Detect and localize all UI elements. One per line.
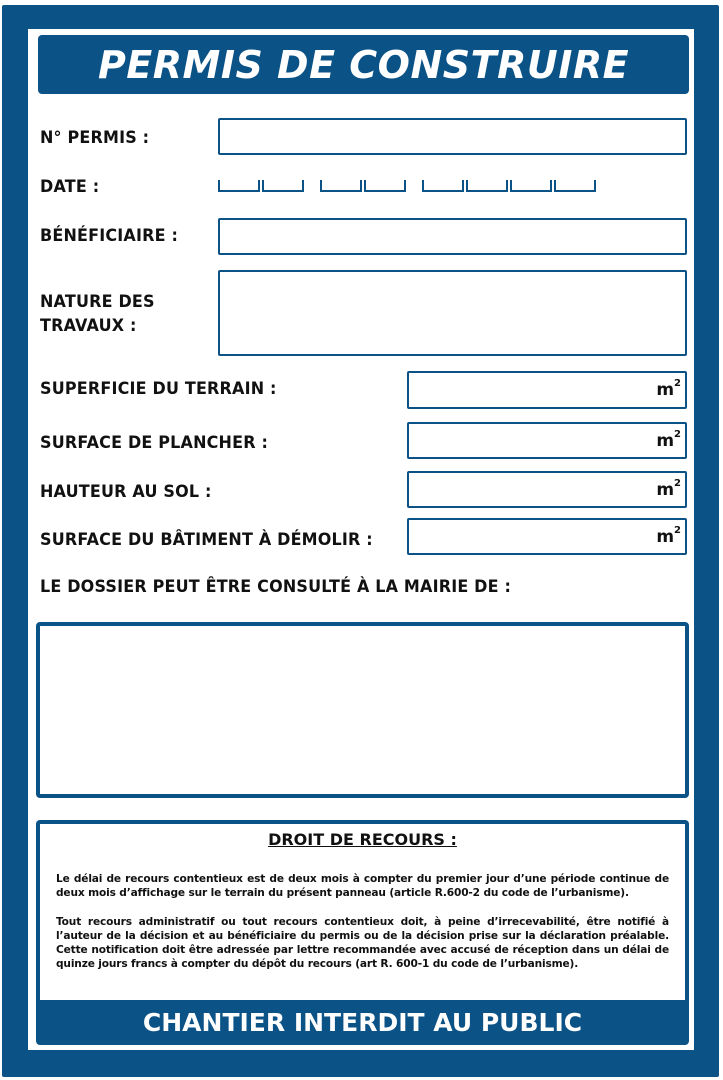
land-area-label: SUPERFICIE DU TERRAIN : [40, 379, 277, 399]
recours-text-panel [40, 824, 685, 1000]
recours-section [36, 820, 689, 1045]
page-title: PERMIS DE CONSTRUIRE [38, 35, 689, 94]
date-day-group [218, 180, 306, 194]
date-day-digit-2[interactable] [262, 180, 304, 192]
nature-label-line1: NATURE DES [40, 292, 155, 312]
date-month-digit-1[interactable] [320, 180, 362, 192]
date-year-group [422, 180, 598, 194]
consult-mairie-field[interactable] [36, 622, 689, 798]
date-year-digit-2[interactable] [466, 180, 508, 192]
demolish-area-unit: $m^2$ [656, 524, 681, 547]
date-month-group [320, 180, 408, 194]
floor-area-field[interactable] [407, 422, 687, 459]
date-label: DATE : [40, 177, 100, 197]
height-label: HAUTEUR AU SOL : [40, 482, 212, 502]
date-year-digit-1[interactable] [422, 180, 464, 192]
land-area-field[interactable] [407, 371, 687, 409]
floor-area-unit: $m^2$ [656, 428, 681, 451]
recours-paragraph-2: Tout recours administratif ou tout recours contentieux doit, à peine d’irrecevabilité, être notifié à l’auteur de la décision et au bénéficiaire du permis ou de la décision prise sur la déclaration préalable. Cette notification doit être adressée par lettre recommandée avec accusé de réception dans un délai de quinze jours francs à compter du dépôt du recours (art R. 600-1 du code de l’urbanisme). [56, 916, 669, 970]
height-unit: $m^2$ [656, 477, 681, 500]
floor-area-label: SURFACE DE PLANCHER : [40, 433, 269, 453]
date-year-digit-4[interactable] [554, 180, 596, 192]
date-field [218, 180, 612, 194]
footer-warning: CHANTIER INTERDIT AU PUBLIC [142, 1007, 583, 1037]
permit-number-label: N° PERMIS : [40, 128, 150, 148]
beneficiary-field[interactable] [218, 218, 687, 255]
date-year-digit-3[interactable] [510, 180, 552, 192]
height-field[interactable] [407, 471, 687, 508]
consult-label: LE DOSSIER PEUT ÊTRE CONSULTÉ À LA MAIRIE DE : [40, 577, 512, 597]
permit-number-field[interactable] [218, 118, 687, 155]
date-month-digit-2[interactable] [364, 180, 406, 192]
date-day-digit-1[interactable] [218, 180, 260, 192]
beneficiary-label: BÉNÉFICIAIRE : [40, 226, 179, 246]
recours-title: DROIT DE RECOURS : [268, 830, 457, 849]
land-area-unit: $m^2$ [656, 378, 681, 400]
demolish-area-field[interactable] [407, 518, 687, 555]
demolish-area-label: SURFACE DU BÂTIMENT À DÉMOLIR : [40, 530, 373, 550]
recours-paragraph-1: Le délai de recours contentieux est de deux mois à compter du premier jour d’une période continue de deux mois d’affichage sur le terrain du présent panneau (article R.600-2 du code de l’urbanisme). [56, 873, 669, 899]
nature-label-line2: TRAVAUX : [40, 316, 137, 336]
nature-field[interactable] [218, 270, 687, 356]
